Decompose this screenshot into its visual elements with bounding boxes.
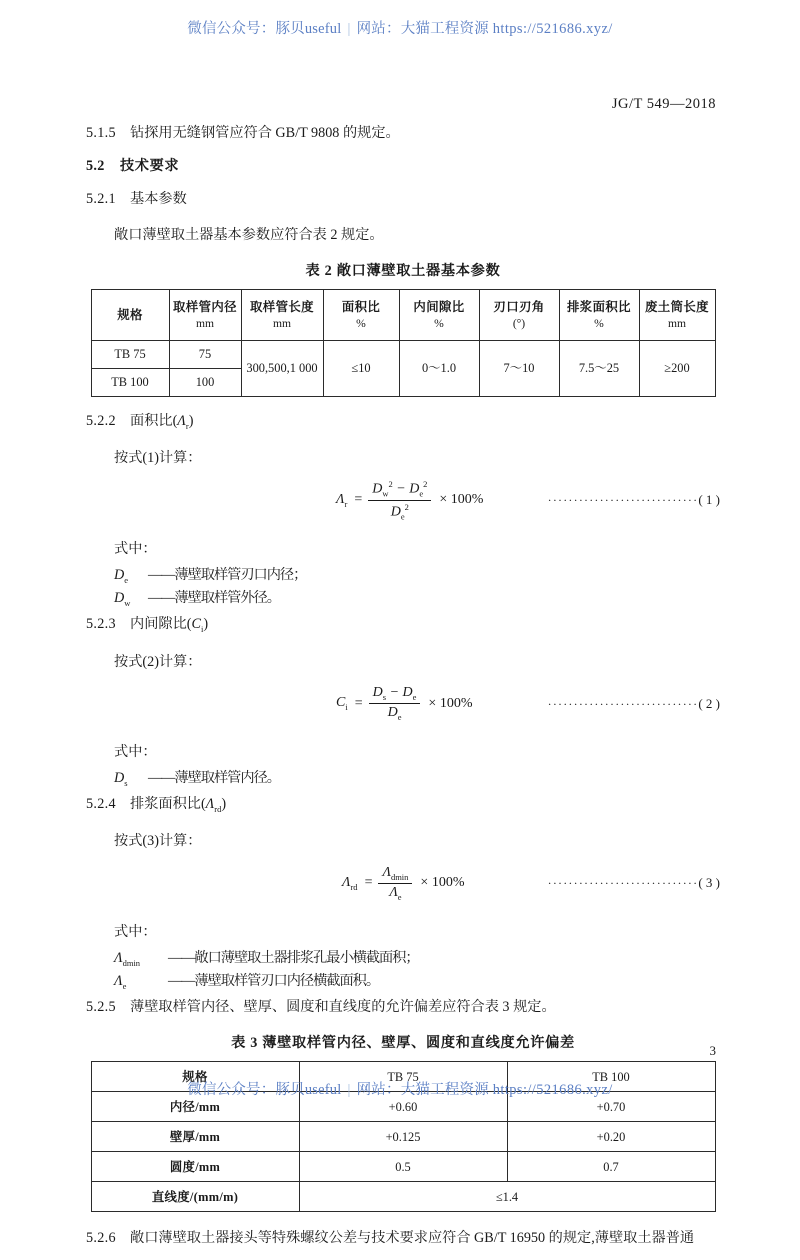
shizhong-3: 式中：: [114, 923, 157, 940]
table3-value-straightness: ≤1.4: [299, 1182, 715, 1212]
watermark-site: 网站：大猫工程资源: [356, 1082, 489, 1098]
table2-header-edge-angle-label: 刃口刃角: [493, 299, 545, 314]
table3-value-wall-thickness-tb75: +0.125: [299, 1122, 507, 1152]
table-2-basic-parameters: [91, 289, 716, 397]
table-row: [91, 341, 715, 369]
table2-cell-discharge-area-ratio: 7.5～25: [559, 341, 639, 397]
table2-header-waste-barrel-length-label: 废土筒长度: [645, 299, 709, 314]
formula-3-fraction: [378, 865, 412, 902]
table2-header-edge-angle-unit: (°): [512, 317, 526, 331]
definition-lambda-e: $\Lambda_e$ ——薄壁取样管刃口内径横截面积。: [114, 973, 380, 991]
watermark-wechat: 微信公众号：豚贝useful: [187, 1082, 342, 1098]
standard-number: JG/T 549—2018: [611, 96, 716, 112]
table2-cell-waste-barrel-length: ≥200: [639, 341, 715, 397]
table2-header-length-label: 取样管长度: [250, 299, 314, 314]
table3-label-inner-diameter: 内径/mm: [91, 1092, 299, 1122]
definition-ds-text: ——薄壁取样管内径。: [148, 769, 280, 786]
table-row: [91, 1122, 715, 1152]
formula-1-label: [548, 492, 720, 508]
formula-3-tail: × 100%: [420, 875, 465, 891]
formula-1-minus: −: [396, 482, 406, 498]
clause-5-2-2: [86, 410, 720, 433]
watermark-site: 网站：大猫工程资源: [356, 21, 489, 37]
definition-lambda-dmin-text: ——敞口薄壁取土器排浆孔最小横截面积；: [168, 949, 419, 966]
formula-2-row: [86, 681, 720, 727]
formula-2-dots: ·····························: [547, 696, 699, 711]
clause-5-2-6-number: 5.2.6: [86, 1230, 116, 1247]
page-number: 3: [709, 1043, 716, 1058]
table3-value-wall-thickness-tb100: +0.20: [507, 1122, 715, 1152]
clause-5-2-1-body: 敞口薄壁取土器基本参数应符合表 2 规定。: [114, 227, 384, 244]
formula-1-row: [86, 477, 720, 523]
shizhong-2: 式中：: [114, 743, 157, 760]
table2-header-length: [241, 290, 323, 341]
clause-5-2-text: 技术要求: [120, 158, 180, 174]
table3-header-spec: 规格: [91, 1062, 299, 1092]
clause-5-2-5-number: 5.2.5: [86, 999, 116, 1016]
clause-5-2-2-text: 面积比$(\Lambda_r)$: [130, 413, 194, 432]
formula-2-label: [548, 696, 720, 712]
table2-header-discharge-area-ratio-unit: %: [594, 317, 604, 331]
table2-cell-area-ratio: ≤10: [323, 341, 399, 397]
formula-3-lhs: Λ: [342, 874, 351, 890]
formula-1-lhs-sub: r: [344, 498, 348, 509]
table3-label-wall-thickness: 壁厚/mm: [91, 1122, 299, 1152]
table2-header-inner-clearance: [399, 290, 479, 341]
table3-header-tb75: TB 75: [299, 1062, 507, 1092]
table2-header-inner-clearance-label: 内间隙比: [413, 299, 465, 314]
watermark-separator: |: [347, 1082, 351, 1098]
clause-5-1-5-number: 5.1.5: [86, 125, 116, 141]
clause-5-2-1-number: 5.2.1: [86, 191, 116, 207]
table2-header-waste-barrel-length-unit: mm: [667, 317, 687, 331]
definition-dw: $D_w$ ——薄壁取样管外径。: [114, 589, 280, 608]
watermark-bottom: [0, 1078, 800, 1099]
formula-2-lhs: C: [336, 695, 346, 711]
table3-label-straightness: 直线度/(mm/m): [91, 1182, 299, 1212]
formula-1: $\Lambda_r$ = $\frac{D_w^2 - D_e^2}{D_e^2}$ × 100%: [336, 479, 484, 522]
table2-header-spec-label: 规格: [117, 307, 143, 322]
formula-2-denominator: $D_e$: [387, 705, 402, 722]
clause-5-2-1-text: 基本参数: [130, 191, 187, 207]
watermark-top: [0, 17, 800, 38]
definition-ds: $D_s$ ——薄壁取样管内径。: [114, 769, 280, 788]
clause-5-2-5-text: 薄壁取样管内径、壁厚、圆度和直线度的允许偏差应符合表 3 规定。: [130, 999, 556, 1016]
formula-2: $C_i$ = $\frac{D_s - D_e}{D_e}$ × 100%: [336, 685, 473, 722]
clause-5-2-3-number: 5.2.3: [86, 616, 116, 633]
table2-cell-inner-diameter-tb100: 100: [169, 369, 241, 397]
table2-title: 表 2 敞口薄壁取土器基本参数: [305, 263, 501, 280]
table2-header-edge-angle: [479, 290, 559, 341]
table2-header-row: [91, 290, 715, 341]
table3-header-tb100: TB 100: [507, 1062, 715, 1092]
table3-label-roundness: 圆度/mm: [91, 1152, 299, 1182]
shizhong-1: 式中：: [114, 540, 157, 557]
clause-5-2-4-body: 按式(3)计算：: [114, 833, 202, 850]
watermark-wechat: 微信公众号：豚贝useful: [187, 21, 342, 37]
table-row: [91, 1152, 715, 1182]
clause-5-2-2-number: 5.2.2: [86, 413, 116, 430]
formula-1-number: ( 1 ): [698, 492, 720, 508]
formula-1-denominator: $D_e^2$: [390, 501, 409, 522]
table2-header-length-unit: mm: [272, 317, 292, 331]
table2-cell-inner-diameter-tb75: 75: [169, 341, 241, 369]
table2-header-inner-diameter: [169, 290, 241, 341]
table2-header-waste-barrel-length: [639, 290, 715, 341]
table2-header-inner-diameter-label: 取样管内径: [173, 299, 237, 314]
formula-3-dots: ·····························: [547, 876, 699, 891]
formula-2-number: ( 2 ): [698, 695, 720, 711]
clause-5-2-2-body: 按式(1)计算：: [114, 450, 202, 467]
definition-de-text: ——薄壁取样管刃口内径；: [148, 566, 307, 583]
formula-2-numerator: $D_s - D_e$: [369, 685, 421, 704]
clause-5-2-1: [86, 188, 720, 210]
table-row: [91, 1182, 715, 1212]
clause-5-2-4-number: 5.2.4: [86, 796, 116, 813]
table2-header-discharge-area-ratio-label: 排浆面积比: [567, 299, 631, 314]
definition-de: $D_e$ ——薄壁取样管刃口内径；: [114, 566, 307, 585]
table2-header-inner-clearance-unit: %: [434, 317, 444, 331]
clause-5-2-5: [86, 996, 720, 1018]
formula-3-numerator: $\Lambda_{dmin}$: [378, 865, 412, 884]
formula-1-dots: ·····························: [547, 493, 699, 508]
formula-3-denominator: $\Lambda_e$: [389, 884, 402, 902]
formula-1-fraction: [368, 479, 431, 521]
formula-1-num-b: D: [409, 482, 420, 498]
clause-5-2-6: [86, 1227, 720, 1249]
table2-cell-inner-clearance: 0～1.0: [399, 341, 479, 397]
definition-lambda-dmin: $\Lambda_{dmin}$ ——敞口薄壁取土器排浆孔最小横截面积；: [114, 949, 419, 968]
clause-5-1-5-text: 钻探用无缝钢管应符合 GB/T 9808 的规定。: [130, 125, 400, 141]
clause-5-2-4: [86, 793, 720, 816]
table2-cell-edge-angle: 7～10: [479, 341, 559, 397]
formula-2-tail: × 100%: [428, 695, 473, 711]
table3-value-roundness-tb75: 0.5: [299, 1152, 507, 1182]
table2-header-spec: [91, 290, 169, 341]
clause-5-2-6-text: 敞口薄壁取土器接头等特殊螺纹公差与技术要求应符合 GB/T 16950 的规定,薄壁取土器普通: [130, 1230, 695, 1247]
formula-2-fraction: [369, 685, 421, 722]
clause-5-2-3: [86, 613, 720, 636]
table2-cell-spec-tb75: TB 75: [91, 341, 169, 369]
table3-value-inner-diameter-tb75: +0.60: [299, 1092, 507, 1122]
watermark-url: https://521686.xyz/: [492, 21, 613, 37]
table2-header-area-ratio-unit: %: [356, 317, 366, 331]
table2-header-area-ratio-label: 面积比: [341, 299, 381, 314]
definition-dw-text: ——薄壁取样管外径。: [148, 589, 280, 606]
clause-5-2-number: 5.2: [86, 158, 105, 174]
table2-header-area-ratio: [323, 290, 399, 341]
formula-3-number: ( 3 ): [698, 875, 720, 891]
formula-3-row: [86, 860, 720, 906]
watermark-separator: |: [347, 21, 351, 37]
formula-1-lhs: Λ: [336, 491, 345, 507]
clause-5-2-3-text: 内间隙比$(C_i)$: [130, 616, 209, 635]
definition-lambda-e-text: ——薄壁取样管刃口内径横截面积。: [168, 973, 380, 989]
formula-1-numerator: $D_w^2 - D_e^2$: [368, 479, 431, 500]
table3-value-inner-diameter-tb100: +0.70: [507, 1092, 715, 1122]
table3-value-roundness-tb100: 0.7: [507, 1152, 715, 1182]
formula-1-tail: × 100%: [439, 492, 484, 508]
watermark-url: https://521686.xyz/: [492, 1082, 613, 1098]
table2-cell-spec-tb100: TB 100: [91, 369, 169, 397]
clause-5-2: [86, 155, 720, 177]
table2-header-discharge-area-ratio: [559, 290, 639, 341]
clause-5-1-5: [86, 122, 720, 144]
formula-3: $\Lambda_{rd}$ = $\frac{\Lambda_{dmin}}{\Lambda_e}$ × 100%: [342, 865, 465, 902]
table3-title: 表 3 薄壁取样管内径、壁厚、圆度和直线度允许偏差: [231, 1035, 575, 1052]
table2-cell-length: 300,500,1 000: [241, 341, 323, 397]
table2-header-inner-diameter-unit: mm: [195, 317, 215, 331]
formula-3-label: [548, 875, 720, 891]
clause-5-2-3-body: 按式(2)计算：: [114, 653, 202, 670]
clause-5-2-4-text: 排浆面积比$(\Lambda_{rd})$: [130, 796, 227, 815]
formula-1-num-a: D: [372, 482, 383, 498]
